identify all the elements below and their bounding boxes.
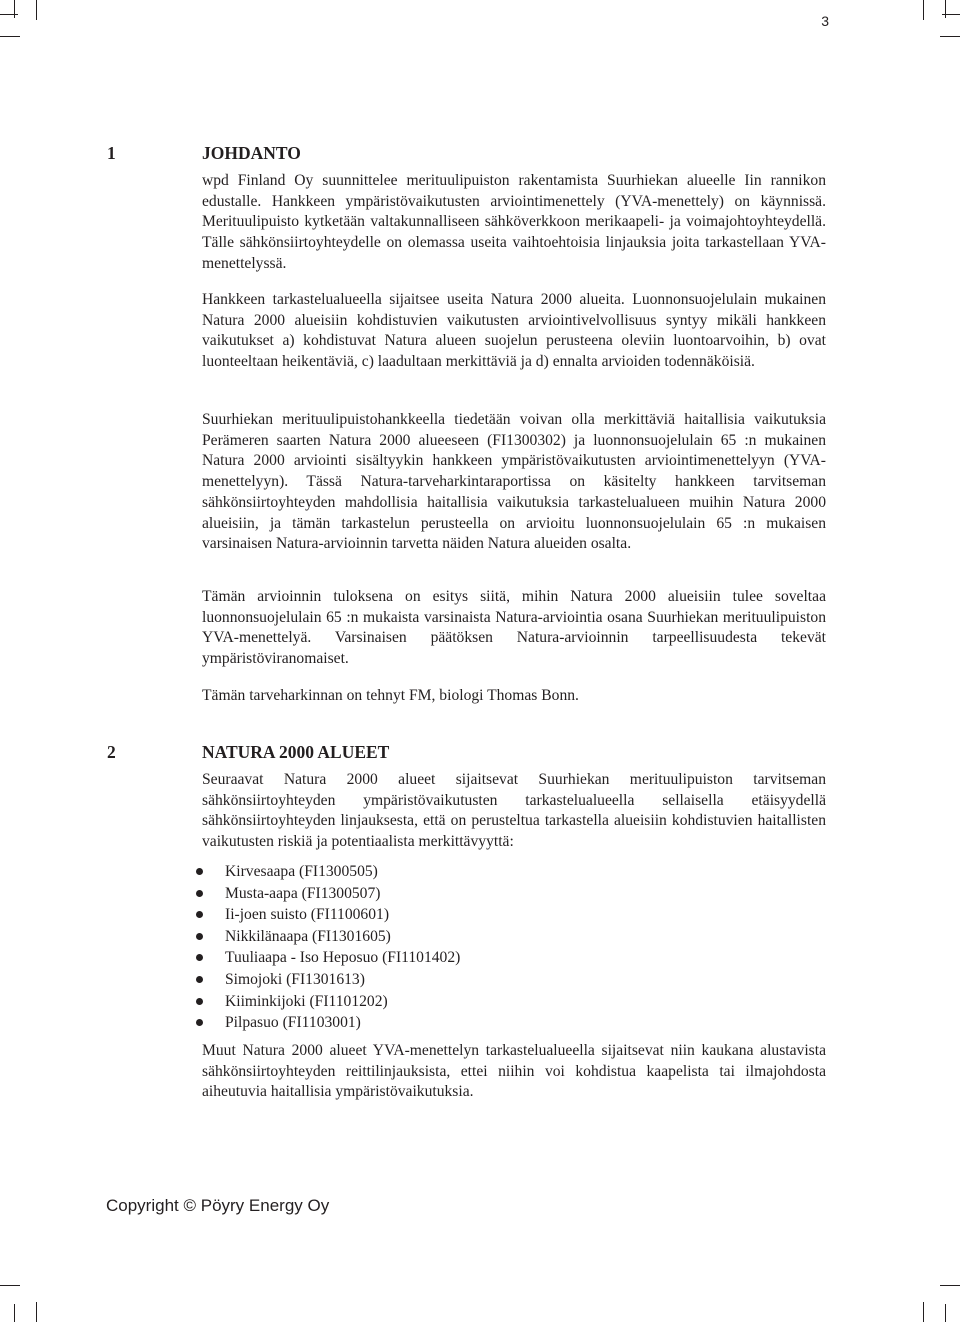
body-paragraph: Muut Natura 2000 alueet YVA-menettelyn tarkastelualueella sijaitsevat niin kaukana alustavista sähkönsiirtoyhteyden reittilinjauksista, ettei niihin voi kohdistua kaapelista tai ilmajohdosta aiheutuvia haitallisia ympäristövaikutuksia. (202, 1042, 826, 1101)
list-item: Nikkilänaapa (FI1301605) (196, 926, 460, 948)
crop-mark (923, 1302, 924, 1322)
copyright-footer: Copyright © Pöyry Energy Oy (106, 1196, 330, 1215)
crop-mark (940, 36, 960, 37)
list-item: Kiiminkijoki (FI1101202) (196, 991, 460, 1013)
list-item: Pilpasuo (FI1103001) (196, 1012, 460, 1034)
page-number: 3 (821, 13, 829, 29)
crop-mark (36, 1302, 37, 1322)
body-paragraph: Suurhiekan merituulipuistohankkeella tiedetään voivan olla merkittäviä haitallisia vaikutuksia Perämeren saarten Natura 2000 alueeseen (FI1300302) ja luonnonsuojelulain 65 :n mukainen Natura 2000 arviointi sisältyykin hankkeen ympäristövaikutusten arviointimenettelyyn (YVA-menettelyyn). Tässä Natura-tarveharkintaraportissa on käsitelty hankkeen tarvitseman sähkönsiirtoyhteyden mahdollisia haitallisia vaikutuksia tarkastelualueen muihin Natura 2000 alueisiin, ja tämän tarkastelun perusteella on arvioitu luonnonsuojelulain 65 :n mukaisen varsinaisen Natura-arvioinnin tarvetta näiden Natura alueiden osalta. (202, 411, 826, 553)
section-number: 1 (107, 143, 116, 163)
crop-mark (945, 1304, 946, 1322)
crop-mark (36, 0, 37, 20)
crop-mark (0, 1285, 20, 1286)
section-title: JOHDANTO (202, 143, 301, 163)
section-number: 2 (107, 742, 116, 762)
section-title: NATURA 2000 ALUEET (202, 742, 390, 762)
crop-mark (0, 14, 18, 15)
list-item: Kirvesaapa (FI1300505) (196, 861, 460, 883)
list-item: Musta-aapa (FI1300507) (196, 883, 460, 905)
body-paragraph: Seuraavat Natura 2000 alueet sijaitsevat Suurhiekan merituulipuiston tarvitseman sähkönsiirtoyhteyden ympäristövaikutusten tarkastelualueella sellaisella etäisyydellä sähkönsiirtoyhteyden linjauksesta, että on perusteltua tarkastella alueisiin kohdistuvien haitallisten vaikutusten riskiä ja potentiaalista merkittävyyttä: (202, 771, 826, 851)
list-item: Simojoki (FI1301613) (196, 969, 460, 991)
body-paragraph: Tämän tarveharkinnan on tehnyt FM, biologi Thomas Bonn. (202, 687, 579, 704)
crop-mark (14, 0, 15, 18)
natura-site-list (196, 861, 460, 1034)
crop-mark (940, 1285, 960, 1286)
crop-mark (923, 0, 924, 20)
list-item: Ii-joen suisto (FI1100601) (196, 904, 460, 926)
crop-mark (0, 36, 20, 37)
list-item: Tuuliaapa - Iso Heposuo (FI1101402) (196, 947, 460, 969)
body-paragraph: Hankkeen tarkastelualueella sijaitsee useita Natura 2000 alueita. Luonnonsuojelulain mukainen Natura 2000 alueisiin kohdistuvien vaikutusten arviointivelvollisuus syntyy mikäli hankkeen vaikutukset a) kohdistuvat Natura alueen suojelun perusteena oleviin luontoarvoihin, b) ovat luonteeltaan heikentäviä, c) laadultaan merkittäviä ja d) ennalta arvioiden todennäköisiä. (202, 291, 826, 371)
crop-mark (945, 0, 946, 18)
body-paragraph: wpd Finland Oy suunnittelee merituulipuiston rakentamista Suurhiekan alueelle Iin rannikon edustalle. Hankkeen ympäristövaikutusten arviointimenettely (YVA-menettely) on käynnissä. Merituulipuisto kytketään valtakunnalliseen sähköverkkoon merikaapeli- ja voimajohtoyhteydellä. Tälle sähkönsiirtoyhteydelle on olemassa useita vaihtoehtoisia linjauksia joita tarkastellaan YVA-menettelyssä. (202, 172, 826, 272)
body-paragraph: Tämän arvioinnin tuloksena on esitys siitä, mihin Natura 2000 alueisiin tulee soveltaa luonnonsuojelulain 65 :n mukaista varsinaista Natura-arviointia osana Suurhiekan merituulipuiston YVA-menettelyä. Varsinaisen päätöksen Natura-arvioinnin tarpeellisuudesta tekevät ympäristöviranomaiset. (202, 588, 826, 668)
crop-mark (14, 1304, 15, 1322)
